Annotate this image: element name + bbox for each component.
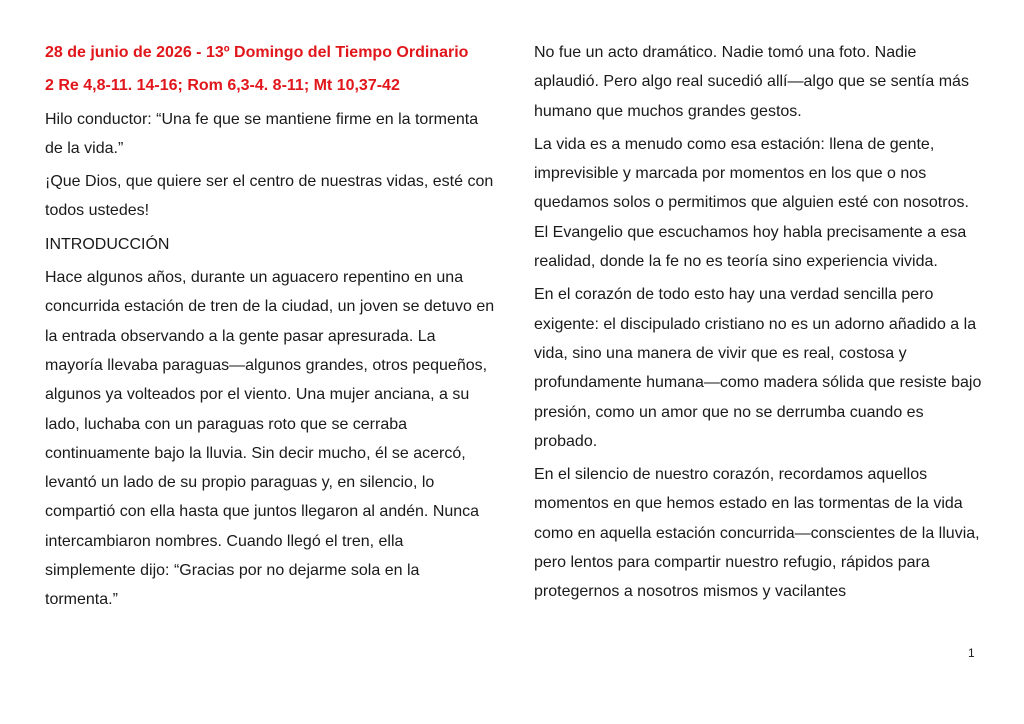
intro-paragraph: Hace algunos años, durante un aguacero repentino en una concurrida estación de tren de la ciudad, un joven se detuvo en la entrada observando a la gente pasar apresurada. La mayoría llevaba paraguas—algunos grandes, otros pequeños, algunos ya volteados por el viento. Una mujer anciana, a su lado, luchaba con un paraguas roto que se cerraba continuamente bajo la lluvia. Sin decir mucho, él se acercó, levantó un lado de su propio paraguas y, en silencio, lo compartió con ella hasta que juntos llegaron al andén. Nunca intercambiaron nombres. Cuando llegó el tren, ella simplemente dijo: “Gracias por no dejarme sola en la tormenta.” <box>45 269 495 609</box>
page-number: 1 <box>968 646 975 660</box>
hilo-conductor: Hilo conductor: “Una fe que se mantiene firme en la tormenta de la vida.” <box>45 110 479 157</box>
paragraph-2: La vida es a menudo como esa estación: llena de gente, imprevisible y marcada por momentos en los que o nos quedamos solos o permitimos que alguien esté con nosotros. El Evangelio que escuchamos hoy habla precisamente a esa realidad, donde la fe no es teoría sino experiencia vivida. <box>534 135 969 271</box>
readings-reference: 2 Re 4,8-11. 14-16; Rom 6,3-4. 8-11; Mt 10,37-42 <box>45 77 400 95</box>
greeting: ¡Que Dios, que quiere ser el centro de nuestras vidas, esté con todos ustedes! <box>45 173 494 220</box>
right-column <box>534 38 984 611</box>
paragraph-4: En el silencio de nuestro corazón, recordamos aquellos momentos en que hemos estado en las tormentas de la vida como en aquella estación concurrida—conscientes de la lluvia, pero lentos para compartir nuestro refugio, rápidos para protegernos a nosotros mismos y vacilantes <box>534 466 980 601</box>
left-column <box>45 38 495 619</box>
paragraph-3: En el corazón de todo esto hay una verdad sencilla pero exigente: el discipulado cristiano no es un adorno añadido a la vida, sino una manera de vivir que es real, costosa y profundamente humana—como madera sólida que resiste bajo presión, como un amor que no se derrumba cuando es probado. <box>534 286 982 450</box>
paragraph-1: No fue un acto dramático. Nadie tomó una foto. Nadie aplaudió. Pero algo real sucedió allí—algo que se sentía más humano que muchos grandes gestos. <box>534 44 969 120</box>
section-heading: INTRODUCCIÓN <box>45 235 170 253</box>
date-heading: 28 de junio de 2026 - 13º Domingo del Tiempo Ordinario <box>45 44 469 61</box>
